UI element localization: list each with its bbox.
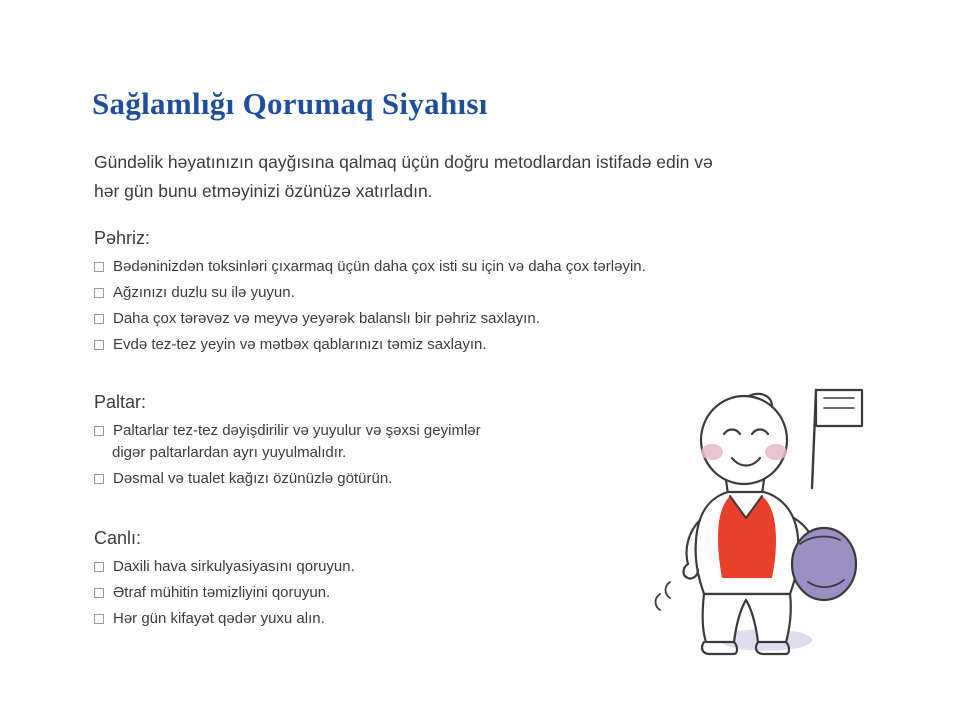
checkbox-icon[interactable] xyxy=(94,588,104,598)
checkbox-icon[interactable] xyxy=(94,288,104,298)
intro-paragraph: Gündəlik həyatınızın qayğısına qalmaq üçün doğru metodlardan istifadə edin və hər gün bunu etməyinizi özünüzə xatırladın. xyxy=(94,152,713,201)
list-item-label: Evdə tez-tez yeyin və mətbəx qablarınızı təmiz saxlayın. xyxy=(113,336,487,353)
list-item[interactable] xyxy=(94,333,794,357)
list-item-label: Bədəninizdən toksinləri çıxarmaq üçün daha çox isti su için və daha çox tərləyin. xyxy=(113,258,646,275)
checkbox-icon[interactable] xyxy=(94,614,104,624)
list-item-label: Hər gün kifayət qədər yuxu alın. xyxy=(113,610,325,627)
child-with-backpack-illustration xyxy=(648,368,938,668)
section-heading: Pəhriz: xyxy=(94,228,151,248)
list-item[interactable] xyxy=(94,281,794,305)
list-item-label: Daxili hava sirkulyasiyasını qoruyun. xyxy=(113,558,355,575)
list-item[interactable] xyxy=(94,307,794,331)
checkbox-icon[interactable] xyxy=(94,262,104,272)
section-pehriz xyxy=(94,228,794,359)
section-heading: Canlı: xyxy=(94,528,142,548)
list-item-label: Ətraf mühitin təmizliyini qoruyun. xyxy=(113,584,331,601)
checkbox-icon[interactable] xyxy=(94,340,104,350)
list-item-label: Ağzınızı duzlu su ilə yuyun. xyxy=(113,284,295,301)
page-title: Sağlamlığı Qorumaq Siyahısı xyxy=(92,86,488,121)
section-heading: Paltar: xyxy=(94,392,147,412)
list-item-label: Dəsmal və tualet kağızı özünüzlə götürün. xyxy=(113,470,393,487)
list-item-label: Daha çox tərəvəz və meyvə yeyərək balanslı bir pəhriz saxlayın. xyxy=(113,310,540,327)
checkbox-icon[interactable] xyxy=(94,474,104,484)
list-item[interactable] xyxy=(94,255,794,279)
checkbox-icon[interactable] xyxy=(94,314,104,324)
checkbox-icon[interactable] xyxy=(94,562,104,572)
list-item-label: Paltarlar tez-tez dəyişdirilir və yuyulur və şəxsi geyimlər xyxy=(113,422,481,439)
list-item-label: digər paltarlardan ayrı yuyulmalıdır. xyxy=(112,444,347,461)
checkbox-icon[interactable] xyxy=(94,426,104,436)
